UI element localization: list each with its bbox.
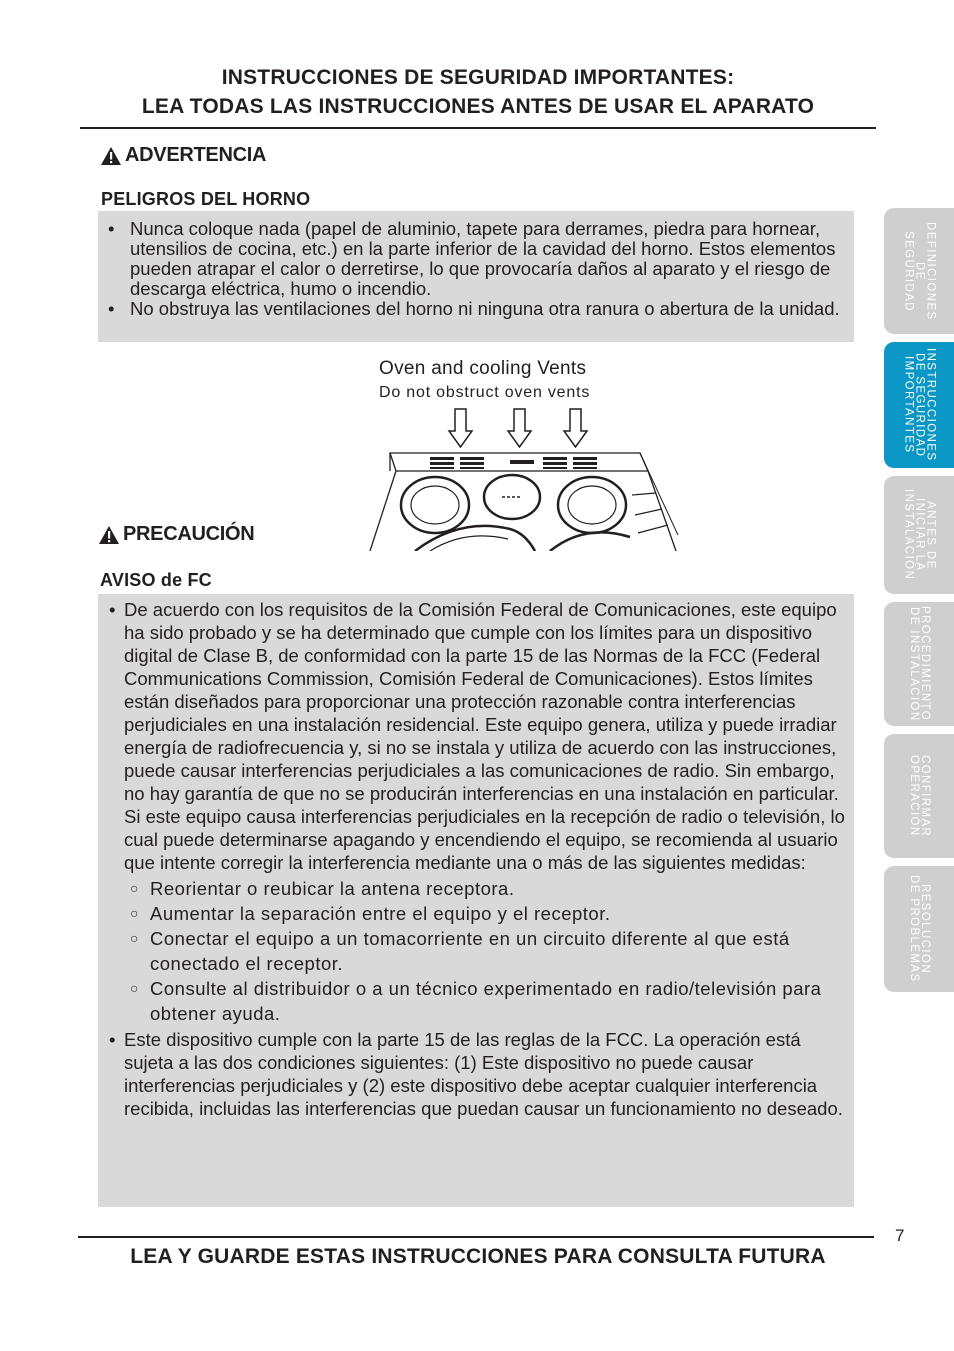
- header-rule: [80, 127, 876, 129]
- tab-confirmar-operacion[interactable]: CONFIRMAR OPERACIÓN: [884, 734, 954, 858]
- tab-resolucion-de-problemas[interactable]: RESOLUCIÓN DE PROBLEMAS: [884, 866, 954, 992]
- bullet-icon: •: [108, 298, 115, 319]
- bullet-icon: •: [108, 218, 115, 239]
- hazards-section-title: PELIGROS DEL HORNO: [101, 189, 311, 209]
- page-number: 7: [895, 1226, 905, 1245]
- oven-vents-illustration: [360, 405, 680, 551]
- bullet-icon: •: [109, 599, 116, 620]
- warning-triangle-icon: [100, 146, 122, 166]
- circle-bullet-icon: ○: [130, 980, 139, 996]
- fcc-notice-box: [98, 594, 854, 1207]
- fcc-section-title: AVISO de FC: [100, 570, 212, 590]
- page-title-line-1: INSTRUCCIONES DE SEGURIDAD IMPORTANTES:: [221, 66, 735, 89]
- sub-list-item: ○ Consulte al distribuidor o a un técnico experimentado en radio/televisión para obtener ayuda.: [130, 978, 822, 1024]
- caution-heading: [98, 523, 254, 546]
- figure-caption-title: Oven and cooling Vents: [379, 358, 587, 379]
- sub-list-item: ○ Aumentar la separación entre el equipo y el receptor.: [130, 903, 611, 924]
- footer-rule: [78, 1236, 874, 1238]
- circle-bullet-icon: ○: [130, 905, 139, 921]
- warning-heading: [100, 144, 266, 167]
- bullet-icon: •: [109, 1029, 116, 1050]
- caution-label: PRECAUCIÓN: [123, 523, 255, 545]
- page-title-line-2: LEA TODAS LAS INSTRUCCIONES ANTES DE USAR EL APARATO: [141, 95, 815, 118]
- sub-list-item: ○ Conectar el equipo a un tomacorriente en un circuito diferente al que está conectado el receptor.: [130, 928, 790, 974]
- hazards-box: [98, 211, 854, 342]
- footer-text: LEA Y GUARDE ESTAS INSTRUCCIONES PARA CONSULTA FUTURA: [130, 1245, 826, 1268]
- tab-antes-de-iniciar[interactable]: ANTES DE INICIAR LA INSTALACIÓN: [884, 476, 954, 594]
- tab-definiciones-de-seguridad[interactable]: DEFINICIONES DE SEGURIDAD: [884, 208, 954, 334]
- warning-label: ADVERTENCIA: [125, 144, 267, 166]
- tab-procedimiento-de-instalacion[interactable]: PROCEDIMIENTO DE INSTALACIÓN: [884, 602, 954, 726]
- warning-triangle-icon: [98, 525, 120, 545]
- list-item: • Nunca coloque nada (papel de aluminio, tapete para derrames, piedra para hornear, utensilios de cocina, etc.) en la parte inferior de la cavidad del horno. Estos elementos pueden atrapar el calor o derretirse, lo que provocaría daños al aparato y el riesgo de descarga eléctrica, humo o incendio.: [108, 218, 836, 299]
- circle-bullet-icon: ○: [130, 880, 139, 896]
- tab-instrucciones-de-seguridad[interactable]: INSTRUCCIONES DE SEGURIDAD IMPORTANTES: [884, 342, 954, 468]
- figure-caption-subtitle: Do not obstruct oven vents: [379, 384, 591, 401]
- arrow-down-icon: [449, 409, 587, 447]
- sub-list-item: ○ Reorientar o reubicar la antena receptora.: [130, 878, 515, 899]
- list-item: • Este dispositivo cumple con la parte 15 de las reglas de la FCC. La operación está sujeta a las dos condiciones siguientes: (1) Este dispositivo no puede causar interferencias perjudiciales y (2) este dispositivo debe aceptar cualquier interferencia recibida, incluidas las interferencias que puedan causar un funcionamiento no deseado.: [109, 1029, 843, 1119]
- list-item: • No obstruya las ventilaciones del horno ni ninguna otra ranura o abertura de la unidad.: [108, 298, 840, 319]
- circle-bullet-icon: ○: [130, 930, 139, 946]
- list-item: • De acuerdo con los requisitos de la Comisión Federal de Comunicaciones, este equipo ha sido probado y se ha determinado que cumple con los límites para un dispositivo digital de Clase B, de conformidad con la parte 15 de las Normas de la FCC (Federal Communications Commission, Comisión Federal de Comunicaciones). Estos límites están diseñados para proporcionar una protección razonable contra interferencias perjudiciales en una instalación residencial. Este equipo genera, utiliza y puede irradiar energía de radiofrecuencia y, si no se instala y utiliza de acuerdo con las instrucciones, puede causar interferencias perjudiciales a las comunicaciones de radio. Sin embargo, no hay garantía de que no se producirán interferencias en una instalación en particular. Si este equipo causa interferencias perjudiciales en la recepción de radio o televisión, lo cual puede determinarse apagando y encendiendo el equipo, se recomienda al usuario que intente corregir la interferencia mediante una o más de las siguientes medidas: ○ Reorientar o reubicar la antena receptora. ○ Aumentar la separación entre el equipo y el receptor. ○ Conectar el equipo a un tomacorriente en un circuito diferente al que está conectado el receptor. ○ Consulte al distribuidor o a un técnico experimentado en radio/televisión para obtener ayuda.: [109, 598, 847, 1026]
